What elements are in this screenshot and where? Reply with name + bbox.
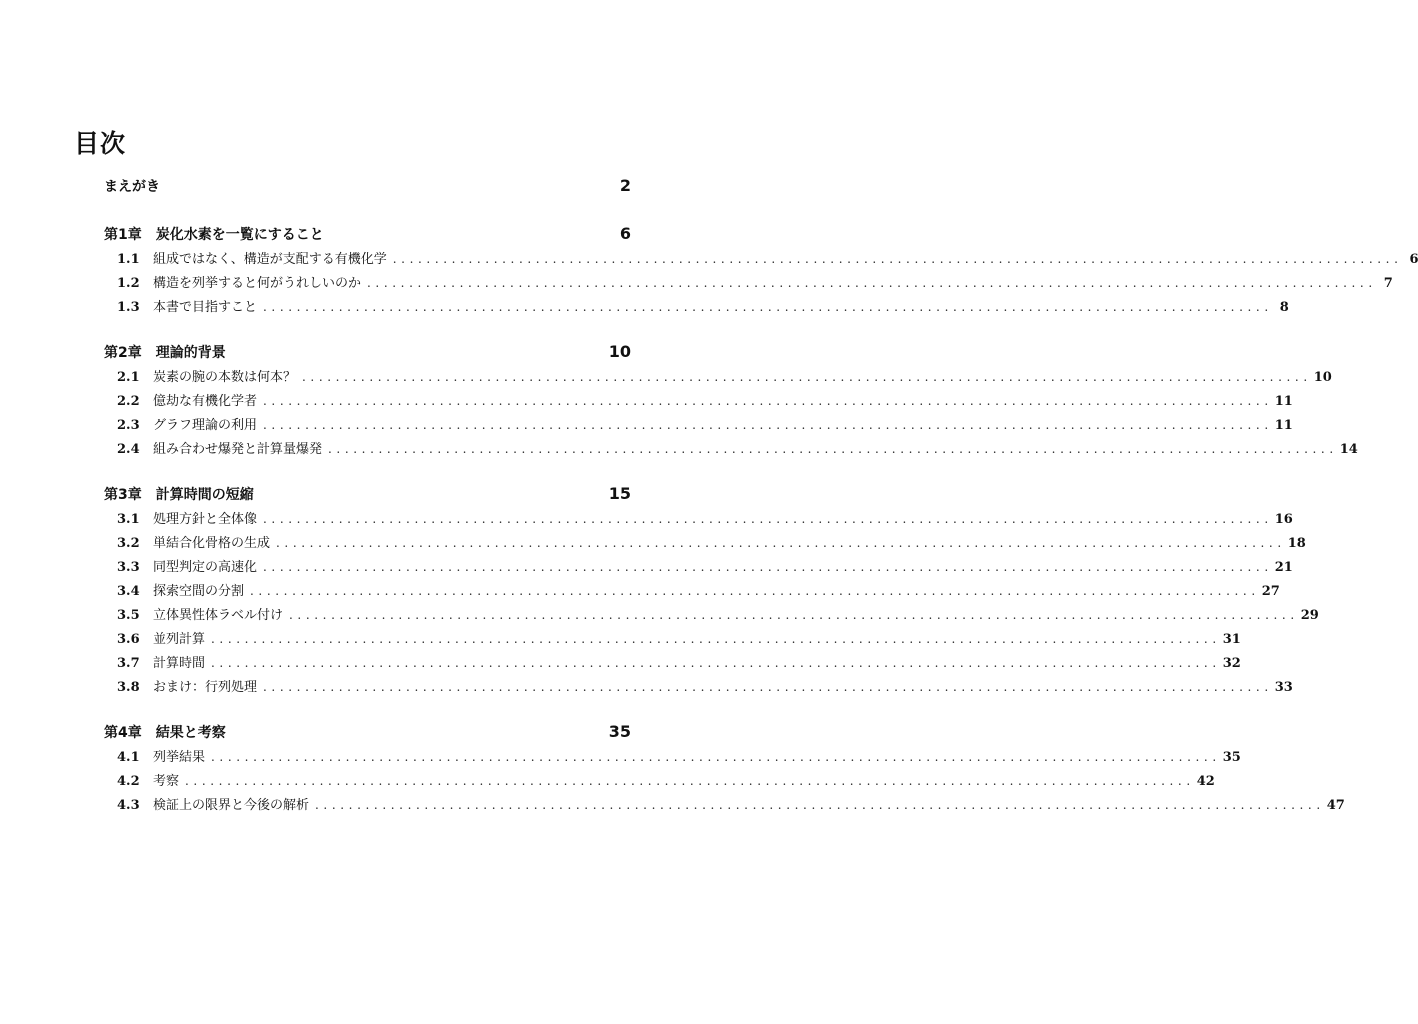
toc-section-page: 35 xyxy=(1222,750,1241,765)
toc-section-entry[interactable] xyxy=(104,438,1358,462)
toc-dot-leader: ........................................................................................................................ xyxy=(263,560,1273,574)
toc-chapter-page: 2 xyxy=(619,176,631,195)
toc-chapter-entry[interactable] xyxy=(104,176,631,200)
toc-section-title: 検証上の限界と今後の解析 xyxy=(153,798,310,813)
toc-chapter xyxy=(104,484,1319,700)
toc-dot-leader: ........................................................................................................................ xyxy=(302,370,1312,384)
toc-dot-leader: ........................................................................................................................ xyxy=(211,632,1221,646)
toc-section-page: 11 xyxy=(1274,394,1293,409)
toc-dot-leader: ........................................................................................................................ xyxy=(185,774,1195,788)
toc-section-number: 1.3 xyxy=(117,300,140,315)
toc-section-number: 2.2 xyxy=(117,394,140,409)
toc-section-number: 3.2 xyxy=(117,536,140,551)
toc-section-page: 11 xyxy=(1274,418,1293,433)
toc-section-entry[interactable] xyxy=(104,532,1306,556)
toc-section-number: 3.3 xyxy=(117,560,140,575)
toc-dot-leader: ........................................................................................................................ xyxy=(315,798,1325,812)
toc-chapter xyxy=(104,176,631,200)
toc-chapter-entry[interactable] xyxy=(104,484,631,508)
toc-section-page: 14 xyxy=(1339,442,1358,457)
toc-section-entry[interactable] xyxy=(104,652,1241,676)
toc-chapter xyxy=(104,342,1358,462)
toc-section-page: 10 xyxy=(1313,370,1332,385)
toc-section-title: 炭素の腕の本数は何本？ xyxy=(153,370,297,385)
toc-section-title: 考察 xyxy=(153,774,180,789)
toc-chapter-label xyxy=(104,722,226,742)
toc-section-title: 探索空間の分割 xyxy=(153,584,245,599)
toc-chapter-number: 第1章 xyxy=(104,227,142,243)
toc-dot-leader: ........................................................................................................................ xyxy=(328,442,1338,456)
toc-section-title: 処理方針と全体像 xyxy=(153,512,258,527)
toc-section-entry[interactable] xyxy=(104,628,1241,652)
toc-chapter-entry[interactable] xyxy=(104,224,631,248)
toc-chapter-label xyxy=(104,176,160,196)
toc-dot-leader: ........................................................................................................................ xyxy=(367,276,1377,290)
toc-chapter-label xyxy=(104,484,254,504)
toc-section-page: 18 xyxy=(1287,536,1306,551)
toc-section-number: 3.4 xyxy=(117,584,140,599)
toc-section-number: 3.8 xyxy=(117,680,140,695)
toc-section-number: 3.5 xyxy=(117,608,140,623)
toc-section-title: 同型判定の高速化 xyxy=(153,560,258,575)
table-of-contents xyxy=(104,176,1418,840)
toc-section-title: 億劫な有機化学者 xyxy=(153,394,258,409)
toc-chapter-title: まえがき xyxy=(104,179,160,195)
toc-chapter-page: 10 xyxy=(608,342,631,361)
toc-dot-leader: ........................................................................................................................ xyxy=(276,536,1286,550)
toc-chapter xyxy=(104,224,1418,320)
toc-section-number: 1.1 xyxy=(117,252,140,267)
toc-chapter-title: 結果と考察 xyxy=(155,725,226,741)
toc-section-entry[interactable] xyxy=(104,508,1293,532)
toc-chapter-page: 6 xyxy=(619,224,631,243)
toc-dot-leader: ........................................................................................................................ xyxy=(263,418,1273,432)
toc-section-page: 31 xyxy=(1222,632,1241,647)
toc-section-title: 単結合化骨格の生成 xyxy=(153,536,271,551)
toc-dot-leader: ........................................................................................................................ xyxy=(263,394,1273,408)
toc-section-entry[interactable] xyxy=(104,746,1241,770)
toc-section-title: 本書で目指すこと xyxy=(153,300,258,315)
toc-section-page: 16 xyxy=(1274,512,1293,527)
toc-section-title: 計算時間 xyxy=(153,656,206,671)
toc-section-page: 33 xyxy=(1274,680,1293,695)
toc-section-page: 29 xyxy=(1300,608,1319,623)
toc-dot-leader: ........................................................................................................................ xyxy=(250,584,1260,598)
toc-chapter-number: 第3章 xyxy=(104,487,142,503)
toc-section-title: 列挙結果 xyxy=(153,750,206,765)
toc-section-title: 並列計算 xyxy=(153,632,206,647)
toc-section-entry[interactable] xyxy=(104,414,1293,438)
toc-section-entry[interactable] xyxy=(104,794,1345,818)
toc-dot-leader: ........................................................................................................................ xyxy=(263,512,1273,526)
toc-section-title: 組成ではなく、構造が支配する有機化学 xyxy=(153,252,387,267)
toc-section-page: 21 xyxy=(1274,560,1293,575)
toc-dot-leader: ........................................................................................................................ xyxy=(289,608,1299,622)
toc-title: 目次 xyxy=(74,129,127,158)
toc-section-page: 47 xyxy=(1326,798,1345,813)
toc-section-number: 2.3 xyxy=(117,418,140,433)
toc-section-page: 42 xyxy=(1196,774,1215,789)
toc-section-entry[interactable] xyxy=(104,676,1293,700)
toc-section-number: 3.7 xyxy=(117,656,140,671)
toc-section-entry[interactable] xyxy=(104,770,1215,794)
toc-section-number: 2.1 xyxy=(117,370,140,385)
toc-dot-leader: ........................................................................................................................ xyxy=(211,656,1221,670)
toc-chapter-title: 炭化水素を一覧にすること xyxy=(155,227,324,243)
toc-section-page: 8 xyxy=(1279,300,1289,315)
toc-dot-leader: ........................................................................................................................ xyxy=(211,750,1221,764)
toc-section-entry[interactable] xyxy=(104,556,1293,580)
toc-section-number: 1.2 xyxy=(117,276,140,291)
toc-chapter-label xyxy=(104,342,226,362)
toc-chapter-entry[interactable] xyxy=(104,722,631,746)
toc-section-number: 4.3 xyxy=(117,798,140,813)
toc-section-page: 6 xyxy=(1409,252,1418,267)
toc-chapter-label xyxy=(104,224,324,244)
toc-section-page: 27 xyxy=(1261,584,1280,599)
toc-dot-leader: ........................................................................................................................ xyxy=(263,680,1273,694)
toc-section-entry[interactable] xyxy=(104,296,1289,320)
toc-section-number: 2.4 xyxy=(117,442,140,457)
toc-chapter-title: 計算時間の短縮 xyxy=(155,487,254,503)
toc-section-title: 構造を列挙すると何がうれしいのか xyxy=(153,276,362,291)
toc-chapter-number: 第2章 xyxy=(104,345,142,361)
toc-section-title: おまけ：行列処理 xyxy=(153,680,258,695)
toc-section-entry[interactable] xyxy=(104,390,1293,414)
toc-chapter-number: 第4章 xyxy=(104,725,142,741)
toc-section-number: 4.2 xyxy=(117,774,140,789)
toc-chapter-page: 15 xyxy=(608,484,631,503)
toc-section-entry[interactable] xyxy=(104,366,1332,390)
toc-chapter-title: 理論的背景 xyxy=(155,345,226,361)
toc-section-entry[interactable] xyxy=(104,248,1418,272)
toc-chapter-page: 35 xyxy=(608,722,631,741)
toc-chapter xyxy=(104,722,1345,818)
toc-section-entry[interactable] xyxy=(104,272,1393,296)
toc-chapter-entry[interactable] xyxy=(104,342,631,366)
toc-dot-leader: ........................................................................................................................ xyxy=(392,252,1403,266)
toc-section-page: 7 xyxy=(1383,276,1393,291)
toc-section-title: 組み合わせ爆発と計算量爆発 xyxy=(153,442,323,457)
toc-section-title: グラフ理論の利用 xyxy=(153,418,258,433)
toc-dot-leader: ........................................................................................................................ xyxy=(263,300,1273,314)
toc-section-number: 3.1 xyxy=(117,512,140,527)
toc-section-entry[interactable] xyxy=(104,580,1280,604)
toc-section-entry[interactable] xyxy=(104,604,1319,628)
toc-section-page: 32 xyxy=(1222,656,1241,671)
toc-section-title: 立体異性体ラベル付け xyxy=(153,608,284,623)
toc-section-number: 3.6 xyxy=(117,632,140,647)
toc-section-number: 4.1 xyxy=(117,750,140,765)
